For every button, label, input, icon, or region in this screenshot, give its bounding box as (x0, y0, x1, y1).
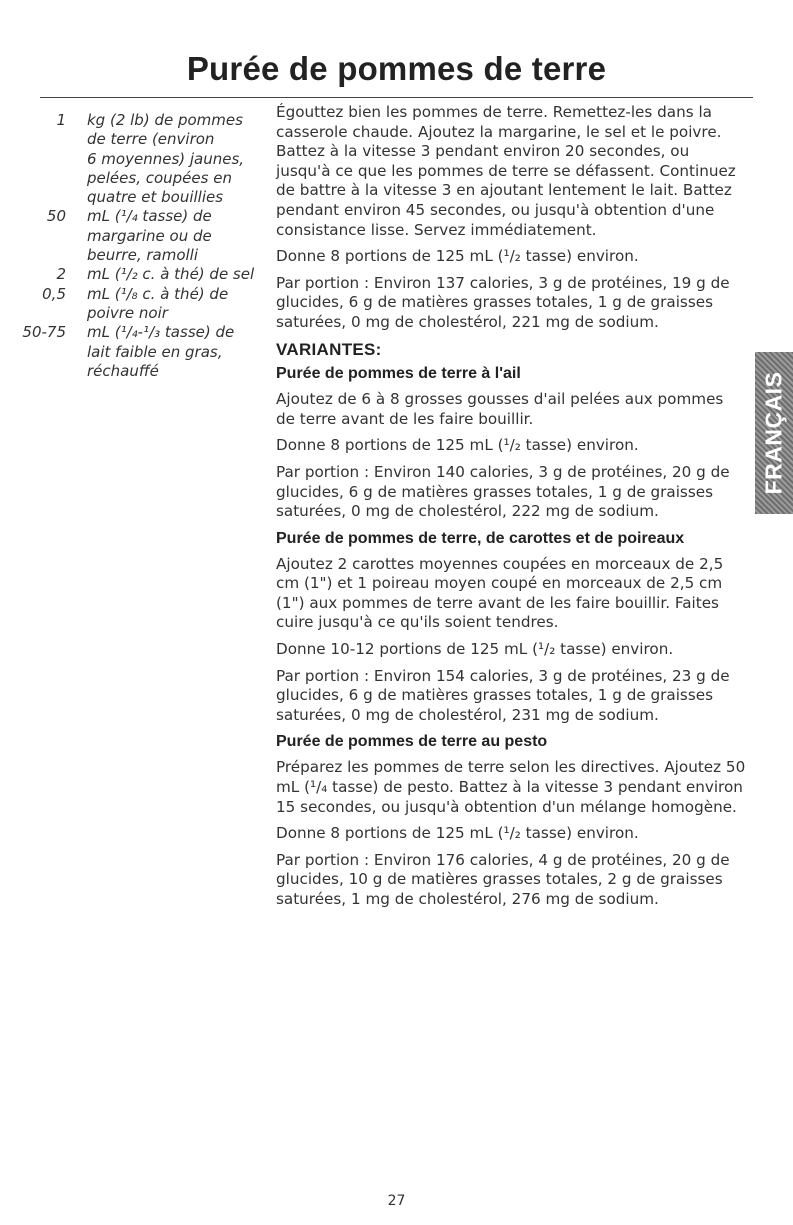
page-number: 27 (387, 1193, 406, 1209)
ingredient-list (0, 111, 262, 381)
variantes-heading: VARIANTES: (276, 339, 382, 359)
variant-yield: Donne 8 portions de 125 mL (¹/₂ tasse) environ. (276, 436, 639, 455)
ingredient-line: de terre (environ (87, 130, 215, 149)
ingredient-quantity: 2 (56, 265, 66, 284)
title-rule (40, 97, 753, 98)
variant-heading: Purée de pommes de terre au pesto (276, 733, 548, 751)
variant-instructions: Préparez les pommes de terre selon les directives. Ajoutez 50 mL (¹/₄ tasse) de pesto. Battez à la vitesse 3 pendant environ 15 secondes, ou jusqu'à obtention d'un mélange homogène. (276, 758, 746, 816)
ingredient-line: kg (2 lb) de pommes (87, 111, 243, 129)
language-tab-label: FRANÇAIS (760, 371, 787, 495)
ingredient-line: mL (¹/₄-¹/₃ tasse) de (87, 323, 235, 342)
ingredient-item (0, 265, 262, 284)
ingredient-quantity: 50 (46, 207, 66, 226)
ingredient-item (0, 111, 262, 207)
recipe-body (276, 103, 746, 917)
ingredient-line: quatre et bouillies (87, 188, 224, 207)
language-tab (755, 352, 793, 514)
page-title: Purée de pommes de terre (186, 50, 607, 87)
variant-heading: Purée de pommes de terre, de carottes et de poireaux (276, 529, 685, 547)
ingredient-line: 6 moyennes) jaunes, (87, 149, 245, 168)
variant-nutrition: Par portion : Environ 176 calories, 4 g de protéines, 20 g de glucides, 10 g de matières grasses totales, 2 g de graisses saturées, 1 mg de cholestérol, 276 mg de sodium. (276, 850, 730, 908)
ingredient-line: réchauffé (87, 361, 159, 380)
variant-heading: Purée de pommes de terre à l'ail (276, 365, 521, 383)
yield-text: Donne 8 portions de 125 mL (¹/₂ tasse) environ. (276, 247, 639, 266)
ingredient-line: margarine ou de (87, 226, 212, 245)
variant-yield: Donne 10-12 portions de 125 mL (¹/₂ tasse) environ. (276, 640, 674, 659)
ingredient-item (0, 207, 262, 265)
variant-section (276, 364, 746, 522)
ingredient-line: mL (¹/₂ c. à thé) de sel (87, 265, 255, 284)
ingredient-line: mL (¹/₈ c. à thé) de (87, 284, 229, 303)
ingredient-quantity: 0,5 (42, 284, 66, 303)
variant-nutrition: Par portion : Environ 154 calories, 3 g de protéines, 23 g de glucides, 6 g de matières grasses totales, 1 g de graisses saturées, 0 mg de cholestérol, 231 mg de sodium. (276, 666, 730, 724)
variant-instructions: Ajoutez 2 carottes moyennes coupées en morceaux de 2,5 cm (1") et 1 poireau moyen coupé en morceaux de 2,5 cm (1") aux pommes de terre avant de les faire bouillir. Faites cuire jusqu'à ce qu'ils soient tendres. (276, 554, 724, 632)
variant-yield: Donne 8 portions de 125 mL (¹/₂ tasse) environ. (276, 824, 639, 843)
variant-instructions: Ajoutez de 6 à 8 grosses gousses d'ail pelées aux pommes de terre avant de les faire bouillir. (276, 390, 724, 428)
ingredient-item (0, 285, 262, 324)
ingredient-line: pelées, coupées en (87, 168, 232, 187)
ingredient-line: mL (¹/₄ tasse) de (87, 207, 212, 226)
ingredient-line: lait faible en gras, (87, 342, 223, 361)
instructions-paragraph: Égouttez bien les pommes de terre. Remettez-les dans la casserole chaude. Ajoutez la margarine, le sel et le poivre. Battez à la vitesse 3 pendant environ 20 secondes, ou jusqu'à ce que les pommes de terre se défassent. Continuez de battre à la vitesse 3 en ajoutant lentement le lait. Battez pendant environ 45 secondes, ou jusqu'à obtention d'une consistance lisse. Servez immédiatement. (276, 103, 736, 239)
variant-section (276, 529, 746, 726)
variant-nutrition: Par portion : Environ 140 calories, 3 g de protéines, 20 g de glucides, 6 g de matières grasses totales, 1 g de graisses saturées, 0 mg de cholestérol, 222 mg de sodium. (276, 462, 730, 521)
ingredient-quantity: 50-75 (22, 323, 66, 342)
ingredient-line: poivre noir (87, 303, 168, 322)
variant-section (276, 732, 746, 909)
ingredient-quantity: 1 (56, 111, 66, 129)
ingredient-line: beurre, ramolli (87, 246, 199, 265)
ingredient-item (0, 323, 262, 381)
nutrition-text: Par portion : Environ 137 calories, 3 g de protéines, 19 g de glucides, 6 g de matières grasses totales, 1 g de graisses saturées, 0 mg de cholestérol, 221 mg de sodium. (276, 273, 730, 331)
